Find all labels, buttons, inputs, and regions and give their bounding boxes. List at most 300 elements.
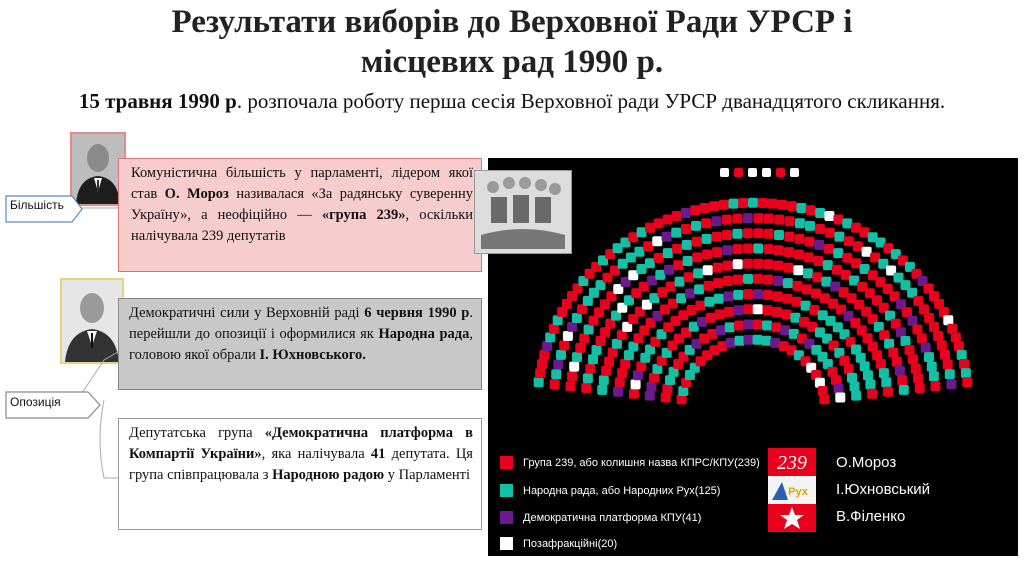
seat-252 bbox=[806, 205, 816, 215]
seat-231 bbox=[774, 215, 784, 225]
seat-275 bbox=[812, 272, 822, 282]
seat-417 bbox=[835, 393, 845, 403]
platform-text-1: Депутатська група bbox=[129, 425, 265, 441]
seat-38 bbox=[545, 332, 555, 342]
seat-394 bbox=[908, 354, 918, 364]
seat-162 bbox=[672, 211, 682, 221]
seat-225 bbox=[764, 229, 774, 239]
logo-star bbox=[768, 504, 816, 532]
seat-285 bbox=[844, 236, 854, 246]
seat-22 bbox=[569, 362, 579, 372]
seat-17 bbox=[631, 379, 641, 389]
seat-33 bbox=[649, 373, 659, 383]
subtitle-date: 15 травня 1990 р bbox=[78, 89, 237, 113]
seat-408 bbox=[959, 359, 969, 369]
seat-399 bbox=[879, 368, 889, 378]
seat-49 bbox=[596, 336, 606, 346]
seat-390 bbox=[831, 375, 841, 385]
seat-277 bbox=[834, 232, 844, 242]
seat-158 bbox=[716, 325, 726, 335]
leader-moroz: О.Мороз bbox=[836, 454, 897, 471]
seat-224 bbox=[764, 214, 774, 224]
subtitle-text: . розпочала роботу перша сесія Верховної ради УРСР дванадцятого скликання. bbox=[236, 89, 946, 113]
legend-item-rukh bbox=[500, 484, 720, 497]
seat-393 bbox=[847, 373, 857, 383]
seat-413 bbox=[929, 371, 939, 381]
seat-262 bbox=[804, 252, 814, 262]
seat-222 bbox=[753, 320, 763, 330]
seat-135 bbox=[637, 227, 647, 237]
seat-20 bbox=[553, 360, 563, 370]
legend-item-239 bbox=[500, 456, 760, 469]
seat-191 bbox=[722, 245, 732, 255]
seat-146 bbox=[673, 260, 683, 270]
seat-391 bbox=[937, 340, 947, 350]
seat-208 bbox=[743, 274, 753, 284]
opposition-box bbox=[118, 298, 482, 390]
seat-363 bbox=[879, 330, 889, 340]
seat-137 bbox=[687, 305, 697, 315]
seat-30 bbox=[572, 352, 582, 362]
seat-21 bbox=[662, 384, 672, 394]
logo-rukh-text: Рух bbox=[788, 486, 808, 498]
seat-381 bbox=[947, 324, 957, 334]
presidium-seat-6 bbox=[790, 168, 799, 177]
seat-214 bbox=[753, 213, 763, 223]
seat-235 bbox=[774, 245, 784, 255]
seat-131 bbox=[666, 282, 676, 292]
seat-405 bbox=[834, 384, 844, 394]
opposition-date: 6 червня 1990 р bbox=[364, 305, 470, 321]
seat-154 bbox=[694, 284, 704, 294]
cartoon-image bbox=[474, 170, 572, 254]
seat-376 bbox=[929, 322, 939, 332]
platform-text-2: , яка налічувала bbox=[261, 446, 371, 462]
seat-396 bbox=[924, 352, 934, 362]
seat-250 bbox=[783, 278, 793, 288]
seat-272 bbox=[802, 284, 812, 294]
legend-swatch-teal bbox=[500, 484, 513, 497]
seat-371 bbox=[912, 325, 922, 335]
seat-411 bbox=[897, 375, 907, 385]
seat-192 bbox=[722, 230, 732, 240]
seat-27 bbox=[617, 368, 627, 378]
seat-138 bbox=[664, 265, 674, 275]
seat-140 bbox=[675, 277, 685, 287]
seat-407 bbox=[850, 382, 860, 392]
legend-label-nonfaction: Позафракційні(20) bbox=[523, 537, 618, 550]
seat-263 bbox=[815, 224, 825, 234]
connector-lines bbox=[0, 0, 130, 574]
seat-387 bbox=[921, 343, 931, 353]
seat-201 bbox=[732, 229, 742, 239]
seat-163 bbox=[681, 224, 691, 234]
page-title bbox=[0, 2, 1024, 82]
seat-278 bbox=[842, 218, 852, 228]
seat-421 bbox=[899, 385, 909, 395]
seat-218 bbox=[753, 274, 763, 284]
seat-273 bbox=[790, 313, 800, 323]
seat-398 bbox=[940, 350, 950, 360]
seat-422 bbox=[915, 383, 925, 393]
seat-202 bbox=[732, 214, 742, 224]
seat-234 bbox=[774, 230, 784, 240]
seat-6 bbox=[597, 385, 607, 395]
seat-181 bbox=[700, 203, 710, 213]
seat-47 bbox=[579, 334, 589, 344]
seat-205 bbox=[743, 304, 753, 314]
seat-406 bbox=[943, 360, 953, 370]
seat-414 bbox=[945, 369, 955, 379]
seat-39 bbox=[575, 343, 585, 353]
seat-145 bbox=[663, 248, 673, 258]
seat-271 bbox=[833, 215, 843, 225]
seat-425 bbox=[962, 377, 972, 387]
opposition-council: Народна рада bbox=[378, 326, 470, 342]
seat-130 bbox=[655, 270, 665, 280]
seat-249 bbox=[794, 234, 804, 244]
seat-23 bbox=[585, 364, 595, 374]
seat-160 bbox=[693, 268, 703, 278]
seat-48 bbox=[624, 350, 634, 360]
seat-274 bbox=[824, 244, 834, 254]
opposition-tag: Опозиція bbox=[10, 395, 61, 409]
seat-50 bbox=[567, 322, 577, 332]
seat-203 bbox=[744, 335, 754, 345]
seat-283 bbox=[833, 248, 843, 258]
seat-233 bbox=[763, 305, 773, 315]
seat-227 bbox=[764, 244, 774, 254]
seat-246 bbox=[772, 307, 782, 317]
seat-242 bbox=[784, 232, 794, 242]
seat-18 bbox=[537, 359, 547, 369]
seat-172 bbox=[691, 221, 701, 231]
leader-yukhnovsky: І.Юхновський bbox=[836, 481, 931, 498]
seat-144 bbox=[685, 289, 695, 299]
seat-237 bbox=[773, 261, 783, 271]
seat-58 bbox=[600, 327, 610, 337]
seat-400 bbox=[957, 350, 967, 360]
seat-31 bbox=[542, 341, 552, 351]
title-line-2: місцевих рад 1990 р. bbox=[360, 44, 664, 80]
seat-187 bbox=[711, 216, 721, 226]
subtitle bbox=[20, 88, 1004, 115]
legend-swatch-white bbox=[500, 537, 513, 550]
seat-380 bbox=[844, 364, 854, 374]
seat-265 bbox=[814, 240, 824, 250]
opposition-text-2: . перейшли до опозиції і оформилися як bbox=[129, 305, 473, 342]
seat-216 bbox=[753, 244, 763, 254]
seat-211 bbox=[743, 228, 753, 238]
leader-filenko: В.Філенко bbox=[836, 508, 906, 525]
majority-text-1: Комуністична більшість у парламенті, лідером якої став bbox=[131, 165, 473, 202]
seat-2 bbox=[661, 393, 671, 403]
seat-155 bbox=[663, 215, 673, 225]
platform-count: 41 bbox=[370, 446, 386, 462]
platform-name: «Демократична платформа в Компартії України» bbox=[129, 425, 473, 462]
seat-180 bbox=[724, 307, 734, 317]
seat-161 bbox=[682, 240, 692, 250]
seat-28 bbox=[556, 350, 566, 360]
seat-423 bbox=[931, 381, 941, 391]
seat-223 bbox=[753, 335, 763, 345]
seat-190 bbox=[734, 321, 744, 331]
seat-267 bbox=[792, 297, 802, 307]
seat-241 bbox=[762, 336, 772, 346]
seat-355 bbox=[902, 307, 912, 317]
seat-55 bbox=[584, 325, 594, 335]
seat-238 bbox=[787, 201, 797, 211]
legend-label-rukh: Народна рада, або Народних Рух(125) bbox=[523, 484, 721, 497]
legend-item-platform bbox=[500, 511, 701, 524]
seat-165 bbox=[704, 281, 714, 291]
seat-226 bbox=[768, 199, 778, 209]
seat-377 bbox=[901, 336, 911, 346]
seat-240 bbox=[773, 276, 783, 286]
seat-424 bbox=[946, 379, 956, 389]
seat-170 bbox=[703, 265, 713, 275]
legend-label-platform: Демократична платформа КПУ(41) bbox=[523, 511, 702, 524]
seat-11 bbox=[535, 368, 545, 378]
seat-383 bbox=[933, 331, 943, 341]
seat-178 bbox=[701, 218, 711, 228]
seat-415 bbox=[961, 368, 971, 378]
seat-44 bbox=[608, 348, 618, 358]
platform-text-4: у Парламенті bbox=[384, 467, 470, 483]
seat-364 bbox=[908, 316, 918, 326]
majority-box bbox=[118, 158, 482, 272]
seat-418 bbox=[851, 391, 861, 401]
seat-127 bbox=[645, 258, 655, 268]
seat-151 bbox=[684, 272, 694, 282]
seat-386 bbox=[905, 345, 915, 355]
seat-245 bbox=[796, 203, 806, 213]
seat-134 bbox=[643, 241, 653, 251]
seat-254 bbox=[782, 294, 792, 304]
seat-397 bbox=[863, 370, 873, 380]
seat-261 bbox=[793, 281, 803, 291]
legend-swatch-purple bbox=[500, 511, 513, 524]
seat-4 bbox=[629, 389, 639, 399]
seat-228 bbox=[763, 259, 773, 269]
seat-57 bbox=[572, 313, 582, 323]
seat-193 bbox=[734, 305, 744, 315]
seat-177 bbox=[702, 234, 712, 244]
seat-378 bbox=[872, 350, 882, 360]
seat-221 bbox=[753, 304, 763, 314]
seat-409 bbox=[865, 379, 875, 389]
seat-40 bbox=[592, 345, 602, 355]
seat-26 bbox=[539, 350, 549, 360]
seat-34 bbox=[604, 357, 614, 367]
platform-box bbox=[118, 418, 482, 530]
seat-368 bbox=[896, 327, 906, 337]
seat-35 bbox=[559, 340, 569, 350]
seat-388 bbox=[951, 332, 961, 342]
seat-257 bbox=[804, 237, 814, 247]
seat-260 bbox=[781, 309, 791, 319]
seat-382 bbox=[888, 348, 898, 358]
seat-269 bbox=[825, 228, 835, 238]
seat-200 bbox=[729, 199, 739, 209]
seat-247 bbox=[783, 263, 793, 273]
seat-126 bbox=[634, 247, 644, 257]
seat-7 bbox=[581, 383, 591, 393]
seat-182 bbox=[712, 247, 722, 257]
seat-279 bbox=[801, 301, 811, 311]
seat-156 bbox=[683, 256, 693, 266]
seat-243 bbox=[773, 291, 783, 301]
seat-389 bbox=[876, 359, 886, 369]
seat-280 bbox=[823, 260, 833, 270]
logo-rukh bbox=[768, 476, 816, 504]
seat-147 bbox=[695, 301, 705, 311]
majority-text-2: називалася «За радянську суверенну Україну», а неофіційно — bbox=[131, 186, 474, 223]
seat-142 bbox=[645, 223, 655, 233]
seat-360 bbox=[919, 304, 929, 314]
seat-185 bbox=[735, 336, 745, 346]
presidium-seat-1 bbox=[720, 168, 729, 177]
seat-229 bbox=[763, 275, 773, 285]
seat-404 bbox=[927, 362, 937, 372]
seat-189 bbox=[723, 261, 733, 271]
seat-174 bbox=[690, 205, 700, 215]
seat-213 bbox=[748, 198, 758, 208]
seat-292 bbox=[853, 241, 863, 251]
seat-270 bbox=[813, 256, 823, 266]
seat-264 bbox=[824, 211, 834, 221]
seat-195 bbox=[722, 215, 732, 225]
seat-5 bbox=[613, 387, 623, 397]
seat-19 bbox=[647, 382, 657, 392]
seat-379 bbox=[917, 334, 927, 344]
platform-ally: Народною радою bbox=[272, 467, 385, 483]
seat-29 bbox=[633, 370, 643, 380]
seat-43 bbox=[563, 331, 573, 341]
seat-385 bbox=[860, 361, 870, 371]
logo-239 bbox=[768, 448, 816, 476]
seat-209 bbox=[743, 259, 753, 269]
seat-169 bbox=[692, 237, 702, 247]
seat-395 bbox=[954, 341, 964, 351]
seat-372 bbox=[884, 339, 894, 349]
logo-239-text: 239 bbox=[777, 452, 807, 474]
seat-197 bbox=[733, 275, 743, 285]
seat-157 bbox=[671, 228, 681, 238]
platform-text-3: депутата. Ця група співпрацювала з bbox=[129, 446, 473, 483]
seat-416 bbox=[819, 394, 829, 404]
seat-299 bbox=[851, 258, 861, 268]
seat-401 bbox=[895, 366, 905, 376]
seat-210 bbox=[743, 244, 753, 254]
seat-420 bbox=[883, 387, 893, 397]
seat-139 bbox=[697, 317, 707, 327]
seat-41 bbox=[636, 361, 646, 371]
seat-369 bbox=[924, 313, 934, 323]
seat-141 bbox=[652, 236, 662, 246]
seat-152 bbox=[672, 244, 682, 254]
seat-198 bbox=[733, 259, 743, 269]
seat-419 bbox=[867, 389, 877, 399]
seat-251 bbox=[771, 322, 781, 332]
seat-176 bbox=[713, 278, 723, 288]
presidium-seat-5 bbox=[776, 168, 785, 177]
seat-188 bbox=[709, 201, 719, 211]
seat-230 bbox=[763, 290, 773, 300]
seat-54 bbox=[612, 339, 622, 349]
seat-259 bbox=[815, 208, 825, 218]
seat-220 bbox=[758, 198, 768, 208]
seat-217 bbox=[753, 259, 763, 269]
seat-412 bbox=[913, 373, 923, 383]
seat-153 bbox=[706, 313, 716, 323]
seat-206 bbox=[738, 198, 748, 208]
seat-239 bbox=[785, 216, 795, 226]
seat-256 bbox=[793, 265, 803, 275]
seat-8 bbox=[566, 381, 576, 391]
seat-199 bbox=[733, 244, 743, 254]
seat-184 bbox=[712, 232, 722, 242]
seat-253 bbox=[794, 250, 804, 260]
seat-196 bbox=[733, 290, 743, 300]
presidium-seat-2 bbox=[734, 168, 743, 177]
majority-tag: Більшість bbox=[10, 198, 64, 212]
seat-10 bbox=[534, 377, 544, 387]
seat-288 bbox=[832, 265, 842, 275]
seat-148 bbox=[654, 218, 664, 228]
seat-244 bbox=[784, 247, 794, 257]
seat-143 bbox=[707, 329, 717, 339]
seat-15 bbox=[599, 375, 609, 385]
opposition-text-1: Демократичні сили у Верховній раді bbox=[129, 305, 365, 321]
seat-183 bbox=[723, 291, 733, 301]
presidium-seat-4 bbox=[762, 168, 771, 177]
seat-248 bbox=[795, 218, 805, 228]
seat-136 bbox=[654, 253, 664, 263]
seat-207 bbox=[743, 289, 753, 299]
seat-3 bbox=[645, 391, 655, 401]
seat-9 bbox=[550, 379, 560, 389]
seat-179 bbox=[713, 263, 723, 273]
seat-204 bbox=[743, 320, 753, 330]
seat-149 bbox=[662, 232, 672, 242]
seat-171 bbox=[714, 294, 724, 304]
presidium-seat-3 bbox=[748, 168, 757, 177]
seat-167 bbox=[681, 208, 691, 218]
majority-group: «група 239» bbox=[321, 207, 406, 223]
seat-255 bbox=[805, 221, 815, 231]
seat-232 bbox=[777, 200, 787, 210]
seat-367 bbox=[868, 342, 878, 352]
seat-392 bbox=[892, 357, 902, 367]
seat-32 bbox=[588, 354, 598, 364]
opposition-leader: І. Юхновського. bbox=[259, 347, 366, 363]
seat-286 bbox=[821, 277, 831, 287]
legend-swatch-red bbox=[500, 456, 513, 469]
seat-266 bbox=[803, 268, 813, 278]
seat-150 bbox=[717, 341, 727, 351]
seat-25 bbox=[601, 366, 611, 376]
seat-236 bbox=[762, 321, 772, 331]
seat-37 bbox=[620, 359, 630, 369]
seat-215 bbox=[753, 228, 763, 238]
seat-403 bbox=[911, 364, 921, 374]
majority-text-3: , оскільки налічувала 239 депутатів bbox=[131, 207, 473, 244]
seat-268 bbox=[780, 325, 790, 335]
seat-175 bbox=[725, 322, 735, 332]
seat-373 bbox=[856, 353, 866, 363]
seat-168 bbox=[726, 338, 736, 348]
